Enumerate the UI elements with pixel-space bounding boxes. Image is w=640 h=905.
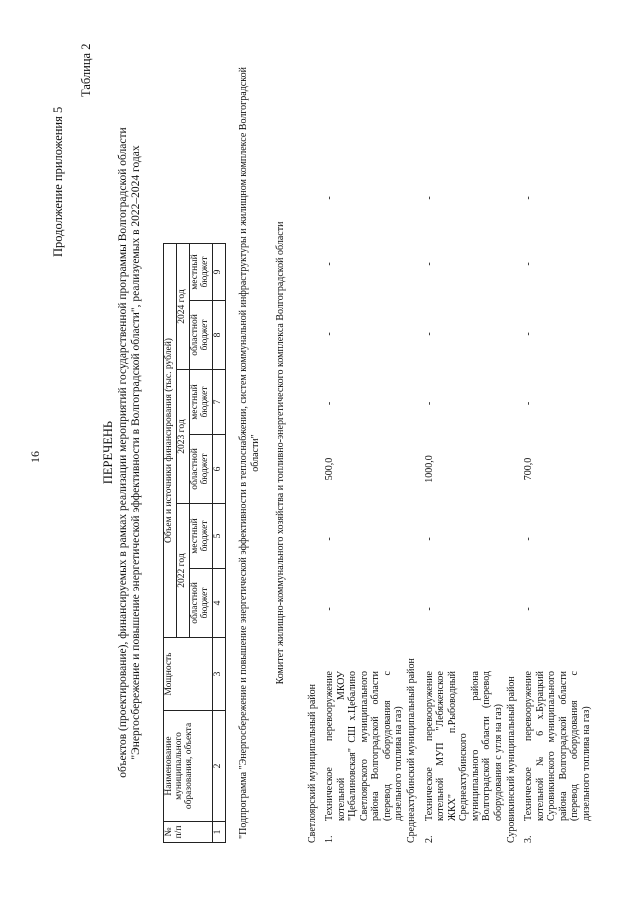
header-year-2024: 2024 год [176,244,189,370]
header-local-2023: местный бюджет [189,370,212,435]
header-funding: Объем и источники финансирования (тыс. рублей) [164,244,177,638]
document-subtitle-line1: объектов (проектирование), финансируемых в рамках реализации мероприятий государственной программы Волгоградской области [117,127,129,778]
row-number: 2. [423,835,435,843]
cell-local-2024: - [423,196,435,200]
header-year-2022: 2022 год [176,504,189,638]
col-number: 1 [212,822,225,843]
col-number: 9 [212,244,225,301]
col-number: 6 [212,435,225,504]
col-number: 5 [212,504,225,569]
col-number: 7 [212,370,225,435]
cell-local-2023: - [423,332,435,336]
header-regional-2022: областной бюджет [189,569,212,638]
cell-regional-2022: - [324,537,335,541]
cell-power: - [423,607,435,611]
object-row [523,63,592,843]
document-title: ПЕРЕЧЕНЬ [101,420,115,485]
district-heading: Среднеахтубинский муниципальный район [406,658,417,843]
cell-regional-2023: - [423,401,435,406]
cell-regional-2024: - [324,262,335,266]
object-row [423,63,504,843]
cell-regional-2022: - [523,537,534,541]
cell-local-2024: - [523,196,534,200]
header-local-2022: местный бюджет [189,504,212,569]
cell-local-2022: 500,0 [324,457,335,481]
col-number: 4 [212,569,225,638]
header-local-2024: местный бюджет [189,244,212,301]
district-heading: Суровикинский муниципальный район [505,676,517,843]
header-regional-2023: областной бюджет [189,435,212,504]
table-label: Таблица 2 [79,43,93,97]
page-number: 16 [28,451,42,463]
cell-regional-2024: - [523,262,534,266]
cell-regional-2023: - [523,401,534,406]
col-number: 2 [212,711,225,822]
committee-heading: Комитет жилищно-коммунального хозяйства и топливно-энергетического комплекса Волгоградской области [275,221,286,685]
header-num: № п/п [164,822,213,843]
subprogram-heading: "Подпрограмма "Энергосбережение и повышение энергетической эффективности в теплоснабжении, систем коммунальной инфраструктуры и жилищном комплексе Волгоградской области" [238,67,261,839]
cell-local-2023: - [324,332,335,336]
district-heading: Светлоярский муниципальный район [306,683,318,843]
object-description: Техническое перевооружение котельной МКОУ "Цебалиновская" СШ х.Цебалино Светлоярского муниципального района Волгоградской области (перевод оборудования с дизельного топлива на газ) [324,671,404,821]
object-description: Техническое перевооружение котельной МУП "Лебяженское ЖКХ" п.Рыбоводный Среднеахтубинского муниципального района Волгоградской области (перевод оборудования с угля на газ) [423,671,504,821]
cell-regional-2024: - [423,262,435,266]
header-regional-2024: областной бюджет [189,301,212,370]
cell-regional-2023: - [324,401,335,406]
col-number: 8 [212,301,225,370]
object-row [324,63,404,843]
header-table [163,243,226,843]
object-description: Техническое перевооружение котельной № 6 х.Бурацкий Суровикинского муниципального района Волгоградской области (перевод оборудования с дизельного топлива на газ) [523,671,592,821]
header-power: Мощность [164,638,213,711]
appendix-label: Продолжение приложения 5 [51,106,65,257]
col-number: 3 [212,638,225,711]
cell-power: - [324,607,335,611]
cell-power: - [523,607,534,611]
row-number: 3. [523,835,534,843]
cell-local-2022: 1000,0 [423,455,435,483]
document-body [236,63,592,843]
document-subtitle-line2: "Энергосбережение и повышение энергетической эффективности в Волгоградской области", реализуемых в 2022–2024 годах [130,145,142,760]
cell-local-2023: - [523,332,534,336]
row-number: 1. [324,835,335,843]
header-name: Наименование муниципального образования, объекта [164,711,213,822]
cell-regional-2022: - [423,537,435,541]
header-year-2023: 2023 год [176,370,189,504]
cell-local-2024: - [324,196,335,200]
cell-local-2022: 700,0 [523,457,534,481]
